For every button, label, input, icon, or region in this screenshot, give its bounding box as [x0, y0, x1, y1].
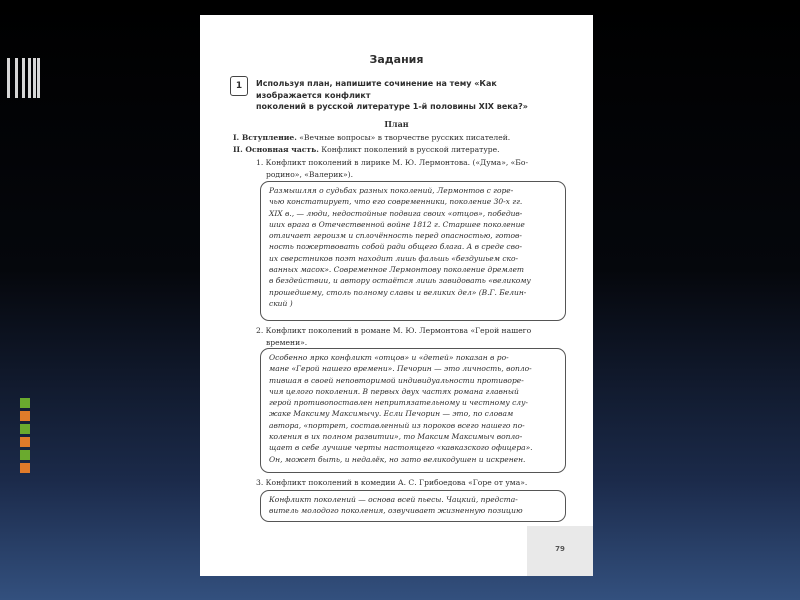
task-number-badge: 1: [230, 76, 248, 96]
square: [20, 398, 30, 408]
quote-line: щает в себе лучшие черты настоящего «кавказского офицера».: [269, 443, 533, 453]
plan-intro-text: «Вечные вопросы» в творчестве русских писателей.: [296, 133, 511, 142]
quote-line: чия целого поколения. В первых двух частях романа главный: [269, 386, 519, 396]
square: [20, 463, 30, 473]
plan-intro-num: I. Вступление.: [233, 133, 297, 142]
quote-line: XIX в., — люди, недостойные подвига своих «отцов», победив-: [269, 208, 523, 218]
plan-point-1-cont: родино», «Валерик»).: [266, 170, 354, 179]
plan-main-text: Конфликт поколений в русской литературе.: [318, 145, 500, 154]
square: [20, 450, 30, 460]
quote-line: жаке Максиму Максимычу. Если Печорин — это, по словам: [269, 409, 514, 419]
quote-line: ский ): [269, 298, 293, 308]
task-text: [256, 78, 556, 113]
quote-line: тившая в своей неповторимой индивидуальности противоре-: [269, 375, 524, 385]
quote-line: прошедшему, столь полному славы и великих дел» (В.Г. Белин-: [269, 287, 527, 297]
task-line: поколений в русской литературе 1-й половины XIX века?»: [256, 102, 528, 111]
square: [20, 411, 30, 421]
quote-box-1: [260, 181, 566, 321]
quote-line: автора, «портрет, составленный из пороков всего нашего по-: [269, 420, 525, 430]
plan-point-1: 1. Конфликт поколений в лирике М. Ю. Лермонтова. («Дума», «Бо-: [256, 158, 529, 167]
decorative-squares: [20, 398, 30, 476]
square: [20, 437, 30, 447]
page-number-tab: [527, 526, 593, 576]
quote-line: Особенно ярко конфликт «отцов» и «детей» показан в ро-: [269, 353, 509, 362]
quote-line: витель молодого поколения, озвучивает жизненную позицию: [269, 506, 523, 516]
quote-line: отличает героизм и сплочённость перед опасностью, готов-: [269, 231, 522, 241]
quote-box-3: [260, 490, 566, 522]
quote-line: мане «Герой нашего времени». Печорин — это личность, вопло-: [269, 364, 532, 374]
quote-line: ванных масок». Современное Лермонтову поколение дремлет: [269, 265, 524, 275]
plan-point-2-cont: времени».: [266, 338, 308, 347]
page-number: 79: [555, 545, 565, 553]
quote-line: в бездействии, и автору остаётся лишь завидовать «великому: [269, 276, 531, 286]
plan-title: План: [384, 119, 409, 129]
quote-line: Он, может быть, и недалёк, но зато великодушен и искренен.: [269, 454, 526, 464]
quote-line: герой противопоставлен непритязательному и честному слу-: [269, 398, 528, 408]
quote-line: ших врага в Отечественной войне 1812 г. Старшее поколение: [269, 219, 525, 229]
quote-box-2: [260, 348, 566, 473]
book-page: [200, 15, 593, 576]
quote-line: коления в их полном развитии», то Максим Максимыч вопло-: [269, 432, 523, 442]
square: [20, 424, 30, 434]
quote-line: Размышляя о судьбах разных поколений, Лермонтов с горе-: [269, 186, 514, 195]
quote-line: ность пожертвовать собой ради общего блага. А в среде сво-: [269, 242, 523, 252]
quote-line: Конфликт поколений — основа всей пьесы. Чацкий, предста-: [269, 495, 518, 504]
plan-point-3: 3. Конфликт поколений в комедии А. С. Грибоедова «Горе от ума».: [256, 478, 528, 487]
decorative-lines: [7, 58, 41, 98]
task-line: Используя план, напишите сочинение на тему «Как изображается конфликт: [256, 79, 497, 100]
plan-main: [233, 144, 500, 156]
plan-intro: [233, 132, 510, 144]
plan-main-num: II. Основная часть.: [233, 145, 319, 154]
quote-line: чью констатирует, что его современники, поколение 30-х гг.: [269, 197, 523, 207]
quote-line: их сверстников поэт находит лишь фальшь «бездушьем ско-: [269, 253, 519, 263]
plan-point-2: 2. Конфликт поколений в романе М. Ю. Лермонтова «Герой нашего: [256, 326, 532, 335]
page-title: Задания: [369, 53, 424, 66]
